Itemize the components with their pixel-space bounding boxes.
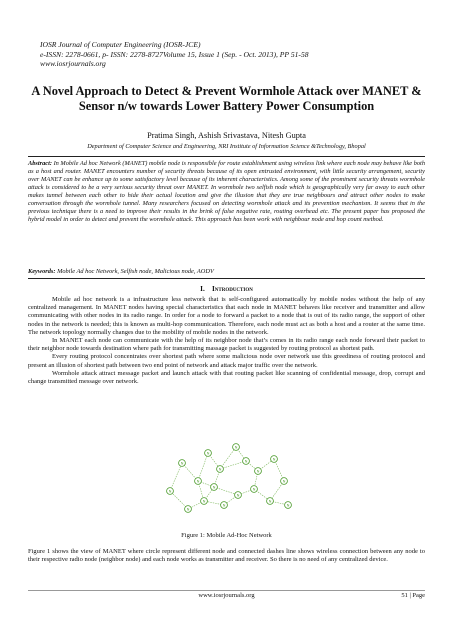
keywords-label: Keywords: [28,268,56,275]
network-link [218,447,236,472]
network-node [251,486,258,493]
svg-text:N: N [244,459,248,464]
abstract-top-rule [28,156,425,157]
network-node [271,456,278,463]
network-link [218,461,246,472]
paragraph: Every routing protocol concentrates over shortest path where some malicious node over network use this greediness of routing protocol and present an illusion of shortest path between two end point of network and attack major traffic over the network. [28,353,425,369]
network-node [281,478,288,485]
network-node [221,502,228,509]
manet-network-figure [158,441,298,521]
network-link [196,453,208,484]
network-node [179,460,186,467]
paper-title: A Novel Approach to Detect & Prevent Wormhole Attack over MANET & Sensor n/w towards Lower Battery Power Consumption [31,84,422,113]
paragraph: Wormhole attack attract message packet and launch attack with that routing packet like scanning of confidential message, drop, corrupt and change transmitted message over network. [28,369,425,386]
network-node [211,484,218,491]
svg-text:N: N [218,467,222,472]
network-node [167,488,174,495]
journal-header [40,40,309,69]
section-heading [0,285,453,293]
svg-text:N: N [222,503,226,508]
page-footer [28,590,425,599]
svg-text:N: N [272,457,276,462]
svg-text:N: N [236,493,240,498]
abstract-bottom-rule [28,278,425,279]
journal-name: IOSR Journal of Computer Engineering (IOSR-JCE) [40,40,201,49]
network-link [170,491,190,512]
network-node [233,444,240,451]
keywords-text: Mobile Ad hoc Network, Selfish node, Malicious node, AODV [57,268,214,275]
paper-affiliation: Department of Computer Science and Engineering, NRI Institute of Information Science &Technology, Bhopal [87,143,366,150]
svg-text:N: N [212,485,216,490]
journal-issn: e-ISSN: 2278-0661, p- ISSN: 2278-8727Volume 15, Issue 1 (Sep. - Oct. 2013), PP 51-58 [40,49,309,59]
network-node [201,498,208,505]
footer-rule [28,590,425,591]
footer-page: 51 | Page [401,592,425,599]
section-body [28,296,425,386]
keywords [28,268,425,275]
figure-explanation: Figure 1 shows the view of MANET where circle represent different node and connected dashes line shows wireless connection between any node to their respective radio node (neighbor node) and each node works as transmitter and receiver. So there is no need of any centralized device. [28,548,425,564]
abstract [28,160,425,224]
paragraph: Mobile ad hoc network is a infrastructure less network that is self-configured automatically by mobile nodes without the help of any centralized management. In MANET nodes having special characteristics that each node in MANET behaves like receiver and transmitter and allow communicating with other nodes in its radio range. In order for a node to forward a packet to a node that is out of its radio range, the support of other nodes in the network is needed; this is known as multi-hop communication. Therefore, each node must act as both a host and a router at the same time. The network topology normally changes due to the mobility of mobile nodes in the network. [28,296,425,336]
network-node [205,450,212,457]
network-node [285,502,292,509]
svg-text:N: N [286,503,290,508]
network-node [243,458,250,465]
network-node [235,492,242,499]
network-node [185,506,192,513]
svg-text:N: N [256,469,260,474]
abstract-label: Abstract: [28,160,52,167]
svg-text:N: N [180,461,184,466]
svg-text:N: N [282,479,286,484]
paper-authors: Pratima Singh, Ashish Srivastava, Nitesh Gupta [147,131,306,140]
section-title: Introduction [211,285,253,293]
svg-text:N: N [168,489,172,494]
network-node [195,478,202,485]
svg-text:N: N [202,499,206,504]
network-node [267,498,274,505]
abstract-text: In Mobile Ad hoc Network (MANET) mobile node is responsible for route establishment using wireless link where each node may behave like both as a host and router. MANET encounters number of security threats because of its open entrusted environment, with little security arrangement, security over MANET can be enhance up to some satisfactory level because of its inherent characteristics. Among some of the prominent security threats wormhole attack is considered to be a very serious security threat over MANET. In wormhole two selfish node which is geographically very far away to each other makes tunnel between each other to hide their actual location and give the illusion that they are true neighbours and attract other nodes to make conversation through the wormhole tunnel. Many researchers focused on detecting wormhole attack and its prevention mechanism. It seems that in the previous technique there is a need to improve their results in the brink of false negative rate, routing overhead etc. The present paper has proposed the hybrid model in order to detect and prevent the wormhole attack. This approach has been work with neighbour node and hop count method. [28,160,425,223]
journal-site: www.iosrjournals.org [40,59,106,69]
figure-caption: Figure 1: Mobile Ad-Hoc Network [181,532,272,539]
svg-text:N: N [268,499,272,504]
network-link [168,463,182,494]
footer-site: www.iosrjournals.org [198,592,255,599]
svg-text:N: N [196,479,200,484]
svg-text:N: N [186,507,190,512]
section-number: I. [200,285,205,293]
network-node [255,468,262,475]
svg-text:N: N [206,451,210,456]
svg-text:N: N [252,487,256,492]
svg-text:N: N [234,445,238,450]
network-node [217,466,224,473]
paragraph: In MANET each node can communicate with the help of its neighbor node that’s comes in its radio range each node forward their packet to their neighbor node towards destination where path for transmitting massage packet is suggested by routing protocol as shortest path. [28,337,425,353]
